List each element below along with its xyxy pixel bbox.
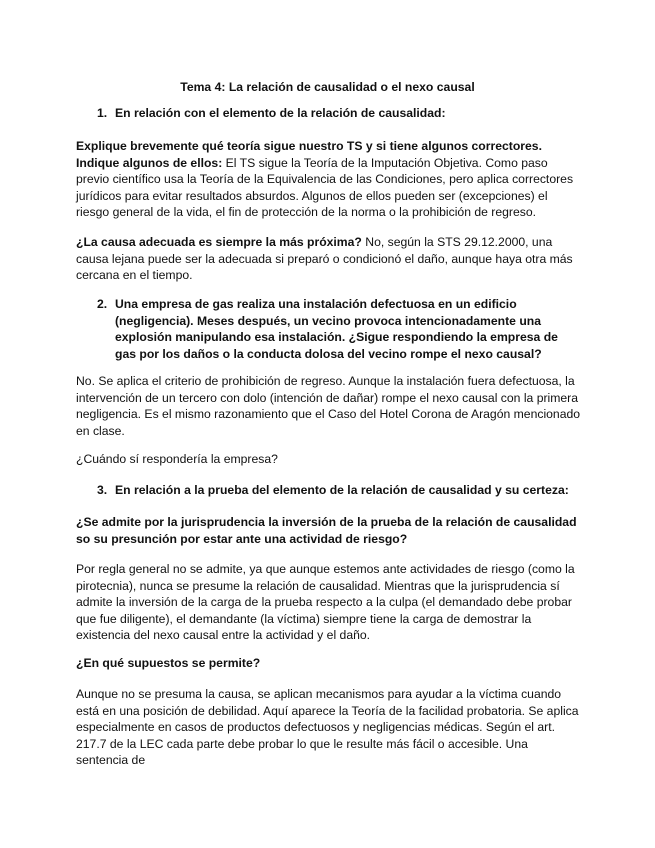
paragraph-inversion-prueba (76, 514, 581, 547)
paragraph-regla-general (76, 561, 581, 644)
section-3-number: 3. (97, 483, 108, 497)
answer-prohibicion-regreso: No. Se aplica el criterio de prohibición de regreso. Aunque la instalación fuera defectuosa, la intervención de un tercero con dolo (intención de dañar) rompe el nexo causal con la primera negligencia. Es el mismo razonamiento que el Caso del Hotel Corona de Aragón mencionado en clase. (76, 374, 581, 438)
answer-ts-theory: El TS sigue la Teoría de la Imputación Objetiva. Como paso previo científico usa la Teoría de la Equivalencia de las Condiciones, pero aplica correctores jurídicos para evitar resultados absurdos. Algunos de ellos pueden ser (excepciones) el riesgo general de la vida, el fin de protección de la norma o la prohibición de regreso. (76, 155, 574, 219)
section-1-heading-text: En relación con el elemento de la relación de causalidad: (115, 106, 446, 120)
section-3-heading-text: En relación a la prueba del elemento de la relación de causalidad y su certeza: (115, 483, 569, 497)
paragraph-cuando-responderia (76, 451, 581, 468)
question-cuando-responderia: ¿Cuándo sí respondería la empresa? (76, 452, 278, 466)
section-3-heading (97, 482, 577, 499)
question-inversion-prueba: ¿Se admite por la jurisprudencia la inversión de la prueba de la relación de causalidad so su presunción por estar ante una actividad de riesgo? (76, 515, 577, 546)
answer-facilidad-probatoria: Aunque no se presuma la causa, se aplican mecanismos para ayudar a la víctima cuando está en una posición de debilidad. Aquí aparece la Teoría de la facilidad probatoria. Se aplica especialmente en casos de productos defectuosos y negligencias médicas. Según el art. 217.7 de la LEC cada parte debe probar lo que le resulte más fácil o accesible. Una sentencia de (76, 687, 579, 767)
paragraph-prohibicion-regreso (76, 373, 581, 439)
section-1-heading (97, 105, 577, 122)
paragraph-facilidad-probatoria (76, 686, 581, 769)
answer-regla-general: Por regla general no se admite, ya que aunque estemos ante actividades de riesgo (como la pirotecnia), nunca se presume la relación de causalidad. Mientras que la jurisprudencia sí admite la inversión de la carga de la prueba respecto a la culpa (el demandado debe probar que fue diligente), el demandante (la víctima) siempre tiene la carga de demostrar la existencia del nexo causal entre la actividad y el daño. (76, 562, 575, 642)
paragraph-ts-theory (76, 138, 581, 221)
question-causa-adecuada: ¿La causa adecuada es siempre la más próxima? (76, 235, 362, 249)
question-ts-theory: Explique brevemente qué teoría sigue nuestro TS y si tiene algunos correctores. Indique algunos de ellos: (76, 139, 542, 170)
paragraph-causa-adecuada (76, 234, 581, 284)
paragraph-supuestos (76, 655, 581, 672)
section-1-number: 1. (97, 106, 108, 120)
section-2-number: 2. (97, 297, 108, 311)
answer-causa-adecuada: No, según la STS 29.12.2000, una causa lejana puede ser la adecuada si preparó o condicionó el daño, aunque haya otra más cercana en el tiempo. (76, 235, 573, 282)
question-supuestos: ¿En qué supuestos se permite? (76, 656, 261, 670)
section-2-heading (97, 296, 577, 362)
section-2-heading-text: Una empresa de gas realiza una instalación defectuosa en un edificio (negligencia). Meses después, un vecino provoca intencionadamente una explosión manipulando esa instalación. ¿Sigue respondiendo la empresa de gas por los daños o la conducta dolosa del vecino rompe el nexo causal? (115, 297, 558, 361)
document-title: Tema 4: La relación de causalidad o el nexo causal (180, 80, 475, 94)
